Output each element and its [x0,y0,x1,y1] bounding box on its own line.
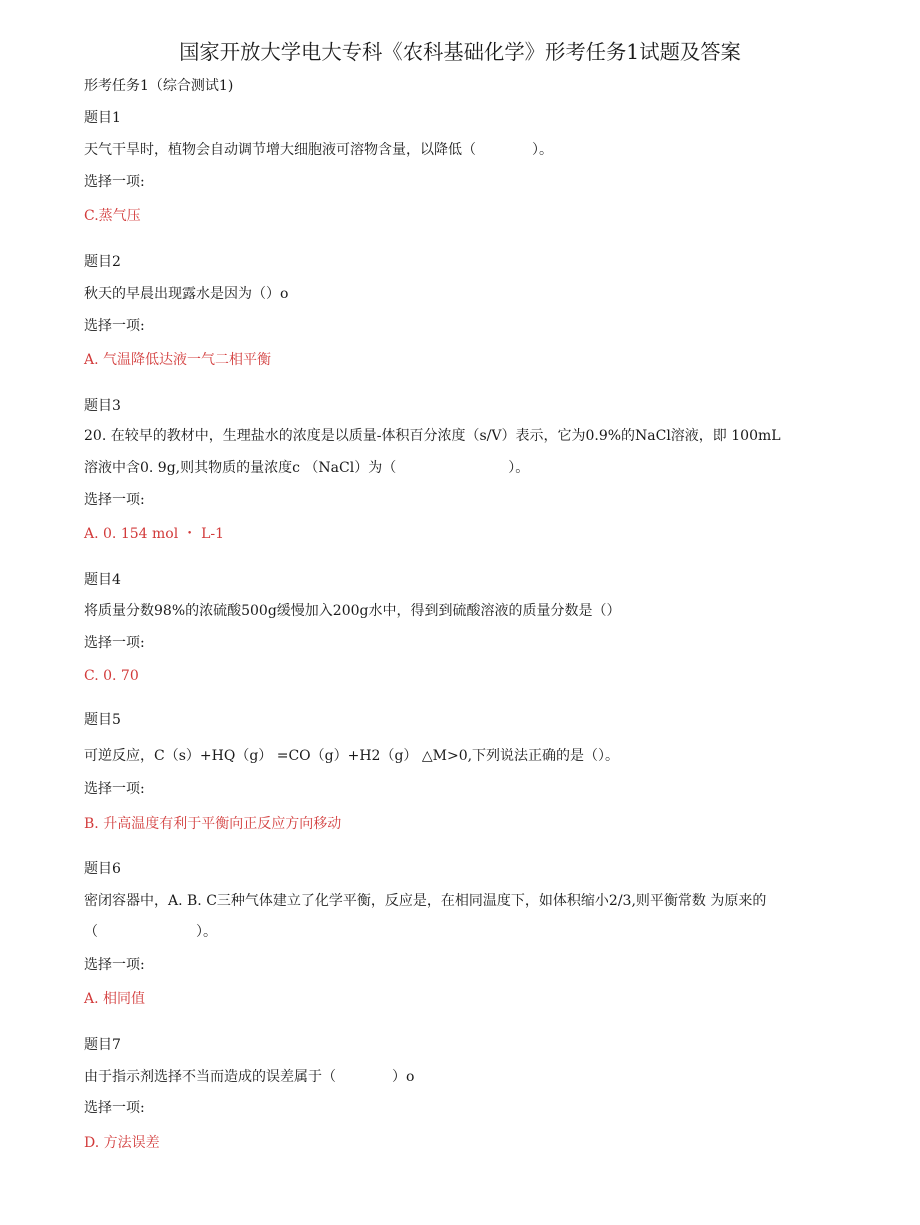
answer-text: C.蒸气压 [84,208,141,224]
question-label: 题目2 [84,254,121,270]
question-text: 密闭容器中，A. B. C三种气体建立了化学平衡，反应是，在相同温度下，如体积缩小2/3,则平衡常数 为原来的 [84,893,767,909]
choose-label: 选择一项: [84,635,145,651]
question-label: 题目4 [84,572,121,588]
question-label: 题目1 [84,110,121,126]
question-label: 题目5 [84,712,121,728]
choose-label: 选择一项: [84,174,145,190]
answer-text: A. 相同值 [84,991,146,1007]
subtitle: 形考任务1（综合测试1) [84,78,234,94]
question-text: 20. 在较早的教材中，生理盐水的浓度是以质量-体积百分浓度（s/V）表示，它为0.9%的NaCl溶液，即 100mL [84,428,781,444]
question-label: 题目7 [84,1037,121,1053]
answer-text: A. 0. 154 mol ・ L-1 [84,526,225,542]
question-label: 题目3 [84,398,121,414]
answer-text: C. 0. 70 [84,668,139,684]
choose-label: 选择一项: [84,957,145,973]
question-label: 题目6 [84,861,121,877]
answer-text: A. 气温降低达液一气二相平衡 [84,352,272,368]
question-text: 秋天的早晨出现露水是因为（）o [84,286,289,302]
question-text: 将质量分数98%的浓硫酸500g缓慢加入200g水中，得到到硫酸溶液的质量分数是（） [84,603,621,619]
question-text: 天气干旱时，植物会自动调节增大细胞液可溶物含量，以降低（ ）。 [84,142,553,158]
answer-text: B. 升高温度有利于平衡向正反应方向移动 [84,816,342,832]
choose-label: 选择一项: [84,781,145,797]
question-text: 由于指示剂选择不当而造成的误差属于（ ）o [84,1069,415,1085]
answer-text: D. 方法误差 [84,1135,160,1151]
question-text: 可逆反应，C（s）+HQ（g） =CO（g）+H2（g） △M>0,下列说法正确的是（）。 [84,748,620,764]
question-text-continued: （ ）。 [84,924,217,940]
choose-label: 选择一项: [84,492,145,508]
question-text-continued: 溶液中含0. 9g,则其物质的量浓度c （NaCl）为（ ）。 [84,460,530,476]
choose-label: 选择一项: [84,318,145,334]
document-title: 国家开放大学电大专科《农科基础化学》形考任务1试题及答案 [179,40,741,64]
choose-label: 选择一项: [84,1100,145,1116]
